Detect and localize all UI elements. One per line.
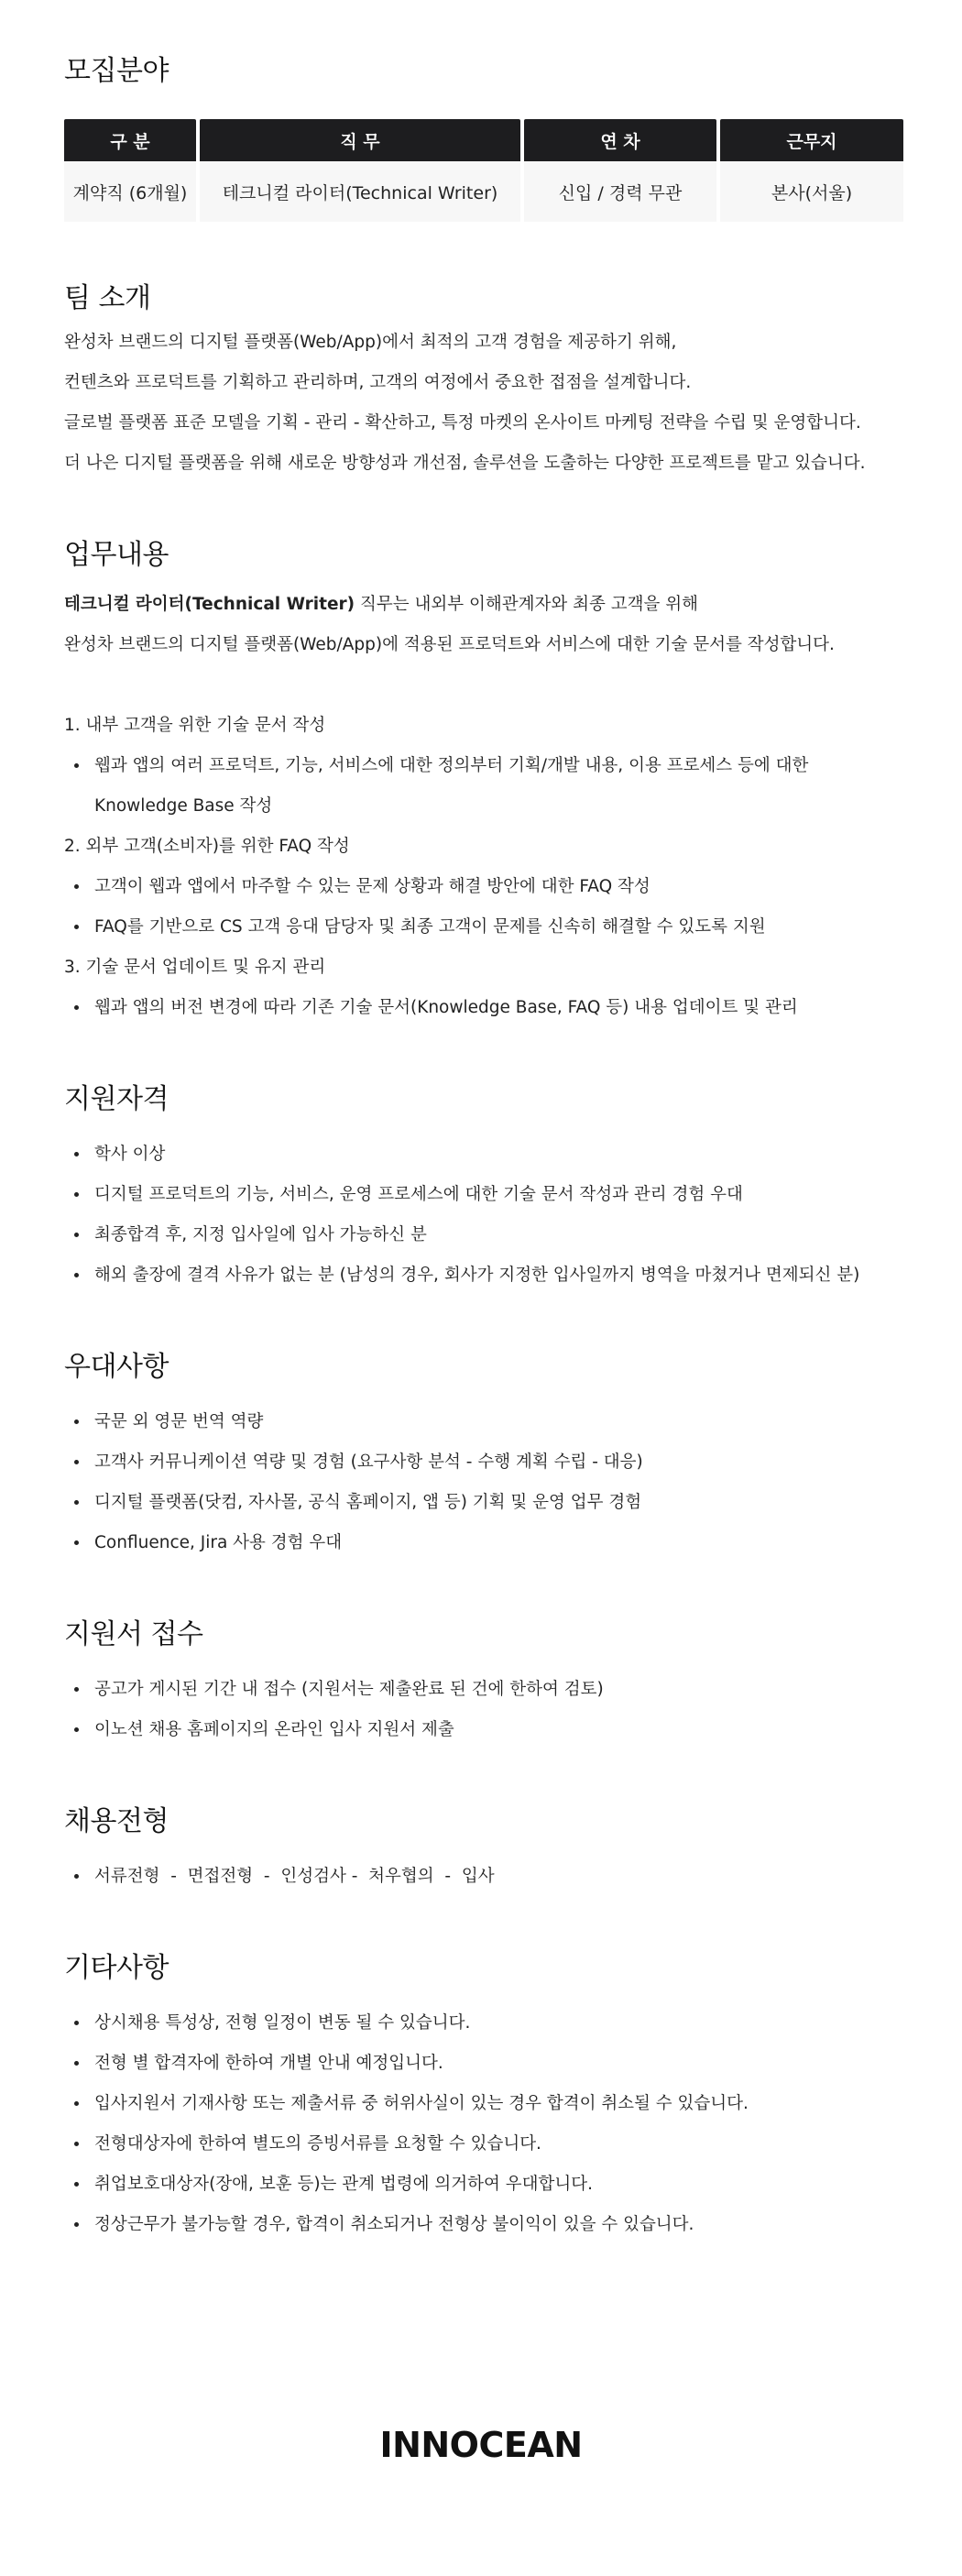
application-section — [64, 1611, 898, 1750]
team-section — [64, 275, 898, 484]
application-list — [64, 1670, 898, 1750]
list-item: 해외 출장에 결격 사유가 없는 분 (남성의 경우, 회사가 지정한 입사일까지 병역을 마쳤거나 면제되신 분) — [64, 1255, 898, 1296]
header-location: 근무지 — [720, 119, 903, 161]
header-experience: 연 차 — [524, 119, 716, 161]
recruit-section — [64, 0, 898, 222]
duty-item-1: 1. 내부 고객을 위한 기술 문서 작성 — [64, 716, 326, 735]
cell-category: 계약직 (6개월) — [64, 161, 196, 222]
team-description — [64, 323, 898, 484]
list-item: 고객사 커뮤니케이션 역량 및 경험 (요구사항 분석 - 수행 계획 수립 - 대응) — [64, 1442, 898, 1483]
list-item: 서류전형 - 면접전형 - 인성검사 - 처우협의 - 입사 — [64, 1857, 898, 1897]
duties-intro-line: 완성차 브랜드의 디지털 플랫폼(Web/App)에 적용된 프로덕트와 서비스에 대한 기술 문서를 작성합니다. — [64, 635, 835, 654]
list-item: 정상근무가 불가능할 경우, 합격이 취소되거나 전형상 불이익이 있을 수 있습니다. — [64, 2205, 898, 2245]
etc-title: 기타사항 — [64, 1952, 169, 1984]
list-item: 상시채용 특성상, 전형 일정이 변동 될 수 있습니다. — [64, 2003, 898, 2044]
list-item: Confluence, Jira 사용 경험 우대 — [64, 1523, 898, 1563]
process-title: 채용전형 — [64, 1805, 169, 1837]
process-list — [64, 1857, 898, 1897]
duty-item-2: 2. 외부 고객(소비자)를 위한 FAQ 작성 — [64, 837, 350, 856]
etc-list — [64, 2003, 898, 2245]
list-item: 디지털 플랫폼(닷컴, 자사몰, 공식 홈페이지, 앱 등) 기획 및 운영 업무 경험 — [64, 1483, 898, 1523]
team-line: 완성차 브랜드의 디지털 플랫폼(Web/App)에서 최적의 고객 경험을 제공하기 위해, — [64, 333, 677, 352]
duty-item-3: 3. 기술 문서 업데이트 및 유지 관리 — [64, 958, 326, 977]
qualifications-title: 지원자격 — [64, 1083, 169, 1115]
list-item: FAQ를 기반으로 CS 고객 응대 담당자 및 최종 고객이 문제를 신속히 해결할 수 있도록 지원 — [64, 907, 898, 948]
process-section — [64, 1798, 898, 1897]
table-row — [64, 161, 903, 222]
list-item: 전형대상자에 한하여 별도의 증빙서류를 요청할 수 있습니다. — [64, 2124, 898, 2165]
cell-duty: 테크니컬 라이터(Technical Writer) — [200, 161, 520, 222]
preferred-section — [64, 1343, 898, 1563]
list-item: 디지털 프로덕트의 기능, 서비스, 운영 프로세스에 대한 기술 문서 작성과 관리 경험 우대 — [64, 1175, 898, 1215]
list-item: 취업보호대상자(장애, 보훈 등)는 관계 법령에 의거하여 우대합니다. — [64, 2165, 898, 2205]
list-item: 이노션 채용 홈페이지의 온라인 입사 지원서 제출 — [64, 1710, 898, 1750]
job-name: 테크니컬 라이터(Technical Writer) — [64, 595, 355, 614]
innocean-logo: INNOCEAN — [379, 2425, 583, 2465]
team-title: 팀 소개 — [64, 282, 151, 314]
duties-section — [64, 532, 898, 1028]
duties-intro — [64, 585, 898, 665]
list-item: 전형 별 합격자에 한하여 개별 안내 예정입니다. — [64, 2044, 898, 2084]
cell-experience: 신입 / 경력 무관 — [524, 161, 716, 222]
team-line: 더 나은 디지털 플랫폼을 위해 새로운 방향성과 개선점, 솔루션을 도출하는 다양한 프로젝트를 맡고 있습니다. — [64, 454, 866, 473]
list-item: 공고가 게시된 기간 내 접수 (지원서는 제출완료 된 건에 한하여 검토) — [64, 1670, 898, 1710]
cell-location: 본사(서울) — [720, 161, 903, 222]
list-item: 고객이 웹과 앱에서 마주할 수 있는 문제 상황과 해결 방안에 대한 FAQ 작성 — [64, 867, 898, 907]
list-item: 국문 외 영문 번역 역량 — [64, 1402, 898, 1442]
header-category: 구 분 — [64, 119, 196, 161]
recruit-table — [60, 119, 907, 222]
team-line: 글로벌 플랫폼 표준 모델을 기획 - 관리 - 확산하고, 특정 마켓의 온사이트 마케팅 전략을 수립 및 운영합니다. — [64, 413, 861, 433]
header-duty: 직 무 — [200, 119, 520, 161]
list-item: 최종합격 후, 지정 입사일에 입사 가능하신 분 — [64, 1215, 898, 1255]
preferred-title: 우대사항 — [64, 1351, 169, 1383]
list-item: 웹과 앱의 버전 변경에 따라 기존 기술 문서(Knowledge Base, FAQ 등) 내용 업데이트 및 관리 — [64, 988, 898, 1028]
recruit-title: 모집분야 — [64, 55, 169, 87]
application-title: 지원서 접수 — [64, 1618, 203, 1650]
duties-list — [64, 706, 898, 1028]
team-line: 컨텐츠와 프로덕트를 기획하고 관리하며, 고객의 여정에서 중요한 접점을 설계합니다. — [64, 373, 692, 392]
list-item: 학사 이상 — [64, 1135, 898, 1175]
duties-title: 업무내용 — [64, 539, 169, 571]
etc-section — [64, 1945, 898, 2245]
list-item: 입사지원서 기재사항 또는 제출서류 중 허위사실이 있는 경우 합격이 취소될 수 있습니다. — [64, 2084, 898, 2124]
qualifications-section — [64, 1076, 898, 1296]
recruit-table-header — [64, 119, 903, 161]
qualifications-list — [64, 1135, 898, 1296]
list-item: 웹과 앱의 여러 프로덕트, 기능, 서비스에 대한 정의부터 기획/개발 내용, 이용 프로세스 등에 대한 Knowledge Base 작성 — [64, 746, 898, 827]
duties-intro-line: 테크니컬 라이터(Technical Writer) 직무는 내외부 이해관계자와 최종 고객을 위해 — [64, 595, 698, 614]
preferred-list — [64, 1402, 898, 1563]
